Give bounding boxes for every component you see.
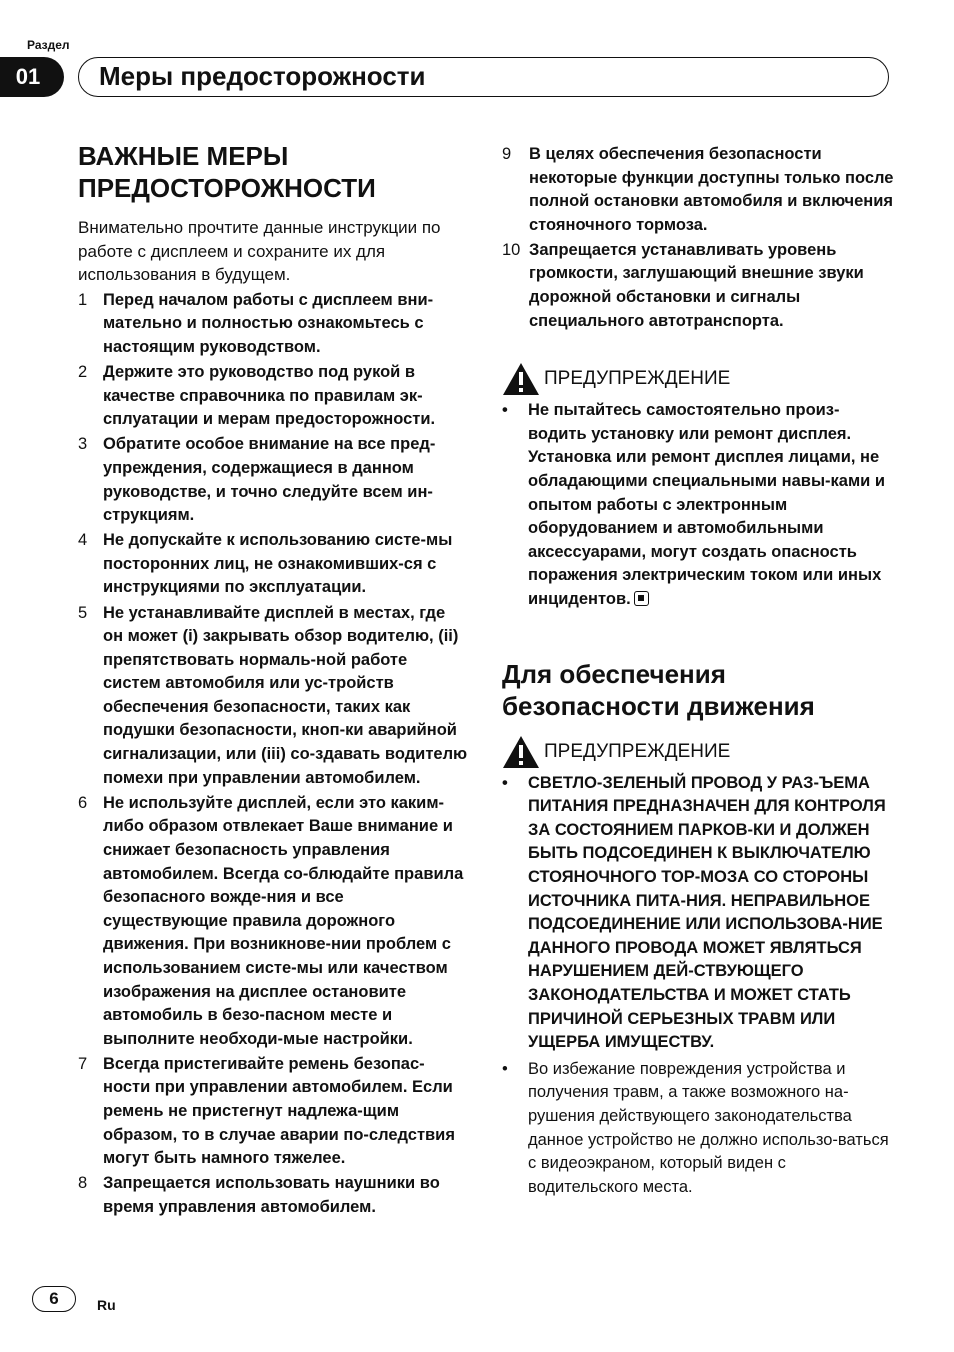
- list-item: [78, 792, 468, 1052]
- note-text: Во избежание повреждения устройства и получения травм, а также возможного на-рушения действующего законодательства данное устройство не должно использо-ваться с видеоэкраном, который виден с водительского места.: [528, 1059, 889, 1196]
- item-text: В целях обеспечения безопасности некоторые функции доступны только после полной остановки автомобиля и включения стояночного тормоза.: [529, 145, 894, 234]
- left-column: [78, 140, 468, 1221]
- item-text: Всегда пристегивайте ремень безопас-ности при управлении автомобилем. Если ремень не пристегнут надлежа-щим образом, то в случае аварии по-следствия могут быть намного тяжелее.: [103, 1054, 455, 1168]
- item-text: Держите это руководство под рукой в качестве справочника по правилам эк-сплуатации и мерам предосторожности.: [103, 363, 436, 429]
- item-number: 6: [78, 793, 88, 812]
- item-number: 7: [78, 1054, 88, 1073]
- item-number: 9: [502, 145, 512, 163]
- heading-line: Для обеспечения: [502, 658, 726, 689]
- list-item: [78, 361, 468, 432]
- list-item: [78, 529, 468, 600]
- list-item: [78, 433, 468, 527]
- list-item: [502, 143, 894, 237]
- list-item: [502, 239, 894, 333]
- list-item: [78, 1053, 468, 1171]
- precautions-list: [78, 289, 468, 1220]
- important-precautions-heading: [78, 140, 468, 204]
- list-item: [78, 1172, 468, 1219]
- warning-text: СВЕТЛО-ЗЕЛЕНЫЙ ПРОВОД У РАЗ-ЪЕМА ПИТАНИЯ ПРЕДНАЗНАЧЕН ДЛЯ КОНТРОЛЯ ЗА СОСТОЯНИЕМ ПАРКОВ-КИ И ДОЛЖЕН БЫТЬ ПОДСОЕДИНЕН К ВЫКЛЮЧАТЕЛЮ СТОЯНОЧНОГО ТОР-МОЗА СО СТОРОНЫ ИСТОЧНИКА ПИТА-НИЯ. НЕПРАВИЛЬНОЕ ПОДСОЕДИНЕНИЕ ИЛИ ИСПОЛЬЗОВА-НИЕ ДАННОГО ПРОВОДА МОЖЕТ ЯВЛЯТЬСЯ НАРУШЕНИЕМ ДЕЙ-СТВУЮЩЕГО ЗАКОНОДАТЕЛЬСТВА И МОЖЕТ СТАТЬ ПРИЧИНОЙ СЕРЬЕЗНЫХ ТРАВМ ИЛИ УЩЕРБА ИМУЩЕСТВУ.: [528, 773, 886, 1052]
- warning-header: [502, 732, 894, 772]
- warning-text: Не пытайтесь самостоятельно произ-водить установку или ремонт дисплея. Установка или ремонт дисплея лицами, не обладающими специальными навы-ками и опытом работы с электронным оборудованием и автомобильными аксессуарами, могут создать опасность поражения электрическим током или иных инцидентов.: [528, 401, 886, 608]
- heading-line: ВАЖНЫЕ МЕРЫ: [78, 141, 289, 171]
- bullet-marker: •: [502, 773, 508, 792]
- item-text: Не используйте дисплей, если это каким-либо образом отвлекает Ваше внимание и снижает безопасность управления автомобилем. Всегда со-блюдайте правила безопасного вожде-ния и все существующие правила дорожного движения. При возникнове-нии проблем с использованием систе-мы или качеством изображения на дисплее остановите автомобиль в безо-пасном месте и выполните необходи-мые настройки.: [103, 793, 464, 1048]
- intro-text: Внимательно прочтите данные инструкции по работе с дисплеем и сохраните их для использования в будущем.: [78, 218, 441, 285]
- page-title: Меры предосторожности: [78, 57, 889, 97]
- bullet-marker: •: [502, 1059, 508, 1078]
- list-item: [78, 289, 468, 360]
- warning-triangle-icon: [502, 362, 540, 396]
- item-number: 8: [78, 1174, 88, 1193]
- heading-line: безопасности движения: [502, 690, 815, 721]
- precautions-list-continued: [502, 143, 894, 333]
- driving-safety-heading: [502, 658, 894, 722]
- list-item: [502, 1058, 894, 1200]
- warning-list: [502, 399, 894, 611]
- item-text: Обратите особое внимание на все пред-упреждения, содержащиеся в данном руководстве, и точно следуйте всем ин-струкциям.: [103, 435, 436, 525]
- list-item: [502, 772, 894, 1055]
- item-text: Не допускайте к использованию систе-мы посторонних лиц, не ознакомивших-ся с инструкциями по эксплуатации.: [103, 531, 453, 597]
- page-number: 6: [32, 1286, 76, 1312]
- item-text: Не устанавливайте дисплей в местах, где он может (i) закрывать обзор водителю, (ii) препятствовать нормаль-ной работе систем автомобиля или ус-тройств обеспечения безопасности, таких как подушки безопасности, кноп-ки аварийной сигнализации, или (iii) со-здавать водителю помехи при управлении автомобилем.: [103, 603, 468, 787]
- item-number: 4: [78, 531, 88, 550]
- item-text: Запрещается использовать наушники во время управления автомобилем.: [103, 1174, 440, 1216]
- list-item: [502, 399, 894, 611]
- right-column: [502, 143, 894, 1202]
- item-number: 1: [78, 290, 88, 309]
- list-item: [78, 602, 468, 791]
- language-code: Ru: [97, 1297, 116, 1313]
- item-number: 3: [78, 435, 88, 454]
- warning-triangle-icon: [502, 735, 540, 769]
- section-label: Раздел: [27, 38, 70, 52]
- item-number: 10: [502, 240, 521, 259]
- item-text: Запрещается устанавливать уровень громкости, заглушающий внешние звуки дорожной обстановки и сигналы специального автотранспорта.: [529, 240, 864, 330]
- end-mark-icon: [634, 591, 649, 606]
- warning-label: ПРЕДУПРЕЖДЕНИЕ: [544, 368, 731, 390]
- warning-list: [502, 772, 894, 1200]
- item-number: 5: [78, 603, 88, 622]
- warning-label: ПРЕДУПРЕЖДЕНИЕ: [544, 740, 731, 762]
- item-number: 2: [78, 363, 88, 382]
- warning-header: [502, 359, 894, 399]
- bullet-marker: •: [502, 401, 508, 420]
- item-text: Перед началом работы с дисплеем вни-мательно и полностью ознакомьтесь с настоящим руководством.: [103, 290, 434, 356]
- heading-line: ПРЕДОСТОРОЖНОСТИ: [78, 173, 376, 203]
- section-number-badge: 01: [0, 57, 64, 97]
